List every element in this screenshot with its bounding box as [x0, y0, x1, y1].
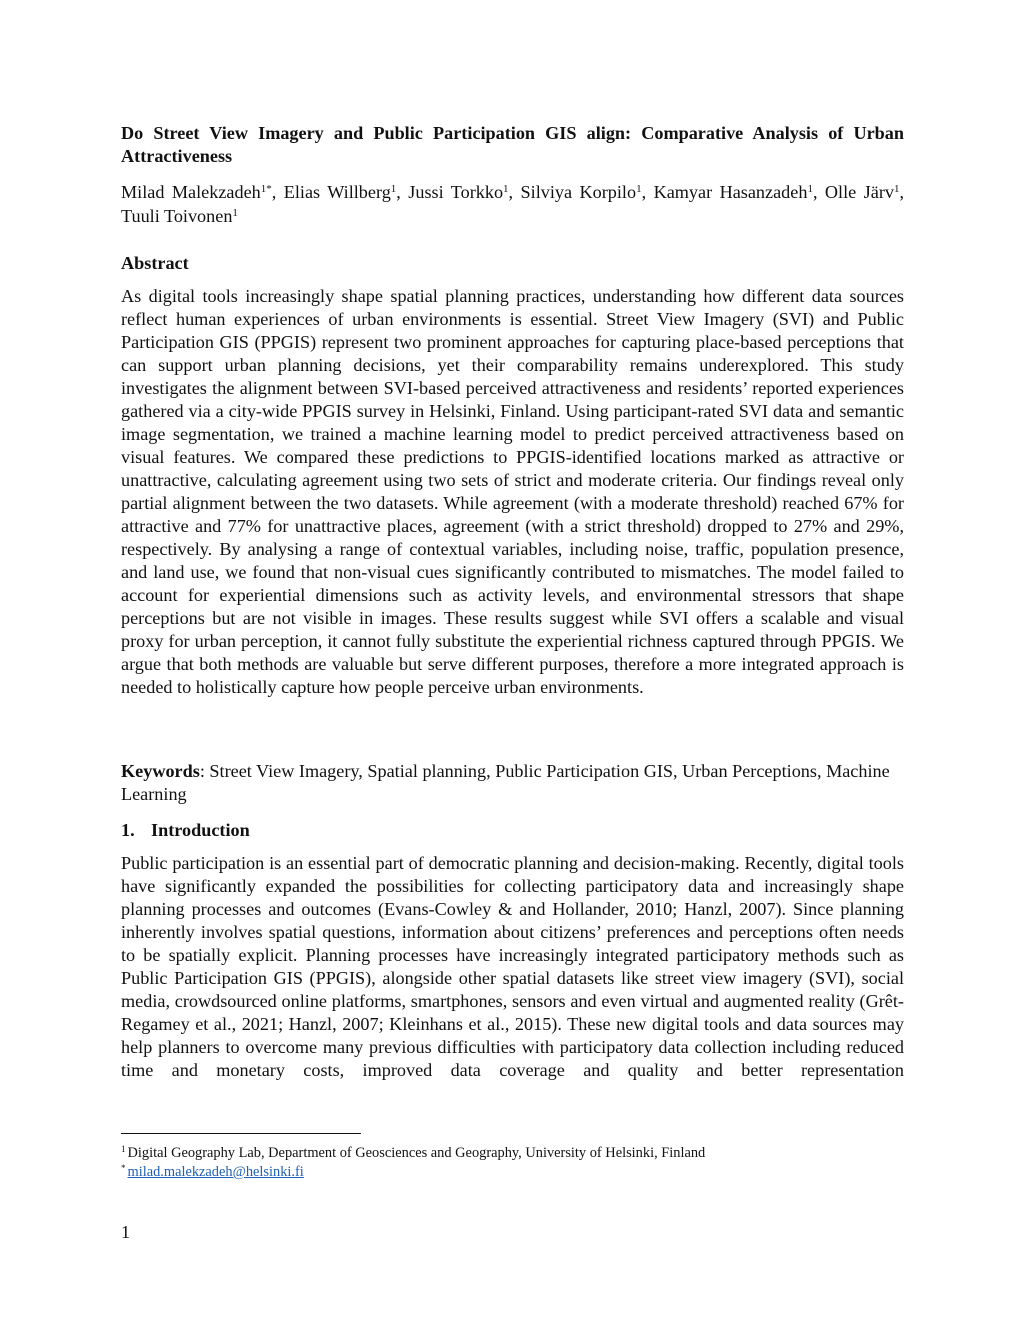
abstract-heading: Abstract	[121, 253, 189, 273]
section-number: 1.	[121, 820, 135, 840]
footnote-divider	[121, 1133, 361, 1134]
author: Tuuli Toivonen$^1$	[121, 206, 238, 226]
author: Elias Willberg$^1$,	[283, 182, 409, 202]
section-title: Introduction	[151, 820, 250, 840]
abstract-body: As digital tools increasingly shape spatial planning practices, understanding how different data sources reflect human experiences of urban environments is essential. Street View Imagery (SVI) and Public Participation GIS (PPGIS) represent two prominent approaches for capturing place-based perceptions that can support urban planning decisions, yet their comparability remains underexplored. This study investigates the alignment between SVI-based perceived attractiveness and residents’ reported experiences gathered via a city-wide PPGIS survey in Helsinki, Finland. Using participant-rated SVI data and semantic image segmentation, we trained a machine learning model to predict perceived attractiveness based on visual features. We compared these predictions to PPGIS-identified locations marked as attractive or unattractive, calculating agreement using two sets of strict and moderate criteria. Our findings reveal only partial alignment between the two datasets. While agreement (with a moderate threshold) reached 67% for attractive and 77% for unattractive places, agreement (with a strict threshold) dropped to 27% and 29%, respectively. By analysing a range of contextual variables, including noise, traffic, population presence, and land use, we found that non-visual cues significantly contributed to mismatches. The model failed to account for experiential dimensions such as activity levels, and environmental stressors that shape perceptions but are not visible in images. These results suggest while SVI offers a scalable and visual proxy for urban perception, it cannot fully substitute the experiential richness captured through PPGIS. We argue that both methods are valuable but serve different purposes, therefore a more integrated approach is needed to holistically capture how people perceive urban environments.	[121, 286, 904, 697]
email-link[interactable]: milad.malekzadeh@helsinki.fi	[127, 1164, 304, 1180]
keywords-label: Keywords	[121, 761, 200, 781]
introduction-body: Public participation is an essential part of democratic planning and decision-making. Recently, digital tools have significantly expanded the possibilities for collecting participatory data and increasingly shape planning processes and outcomes (Evans-Cowley & and Hollander, 2010; Hanzl, 2007). Since planning inherently involves spatial questions, information about citizens’ preferences and perceptions often needs to be spatially explicit. Planning processes have increasingly integrated participatory methods such as Public Participation GIS (PPGIS), alongside other spatial datasets like street view imagery (SVI), social media, crowdsourced online platforms, smartphones, sensors and even virtual and augmented reality (Grêt-Regamey et al., 2021; Hanzl, 2007; Kleinhans et al., 2015). These new digital tools and data sources may help planners to overcome many previous difficulties with participatory data collection including reduced time and monetary costs, improved data coverage and quality and better representation	[121, 853, 904, 1080]
footnote-affiliation: $^1$ Digital Geography Lab, Department of Geosciences and Geography, University of Helsinki, Finland	[121, 1144, 706, 1161]
author: Kamyar Hasanzadeh$^1$,	[653, 182, 825, 202]
keywords	[121, 760, 904, 806]
author: Silviya Korpilo$^1$,	[520, 182, 654, 202]
page-number: 1	[121, 1222, 131, 1242]
section-heading-introduction	[121, 819, 904, 842]
keywords-text: : Street View Imagery, Spatial planning, Public Participation GIS, Urban Perceptions, Machine Learning	[121, 761, 890, 804]
paper-title: Do Street View Imagery and Public Participation GIS align: Comparative Analysis of Urban Attractiveness	[121, 123, 904, 166]
author: Milad Malekzadeh$^{1*}$,	[121, 182, 284, 202]
author: Jussi Torkko$^1$,	[408, 182, 521, 202]
footnote-email: * milad.malekzadeh@helsinki.fi	[121, 1163, 304, 1180]
author-list	[121, 180, 904, 228]
author: Olle Järv$^1$,	[824, 182, 905, 202]
